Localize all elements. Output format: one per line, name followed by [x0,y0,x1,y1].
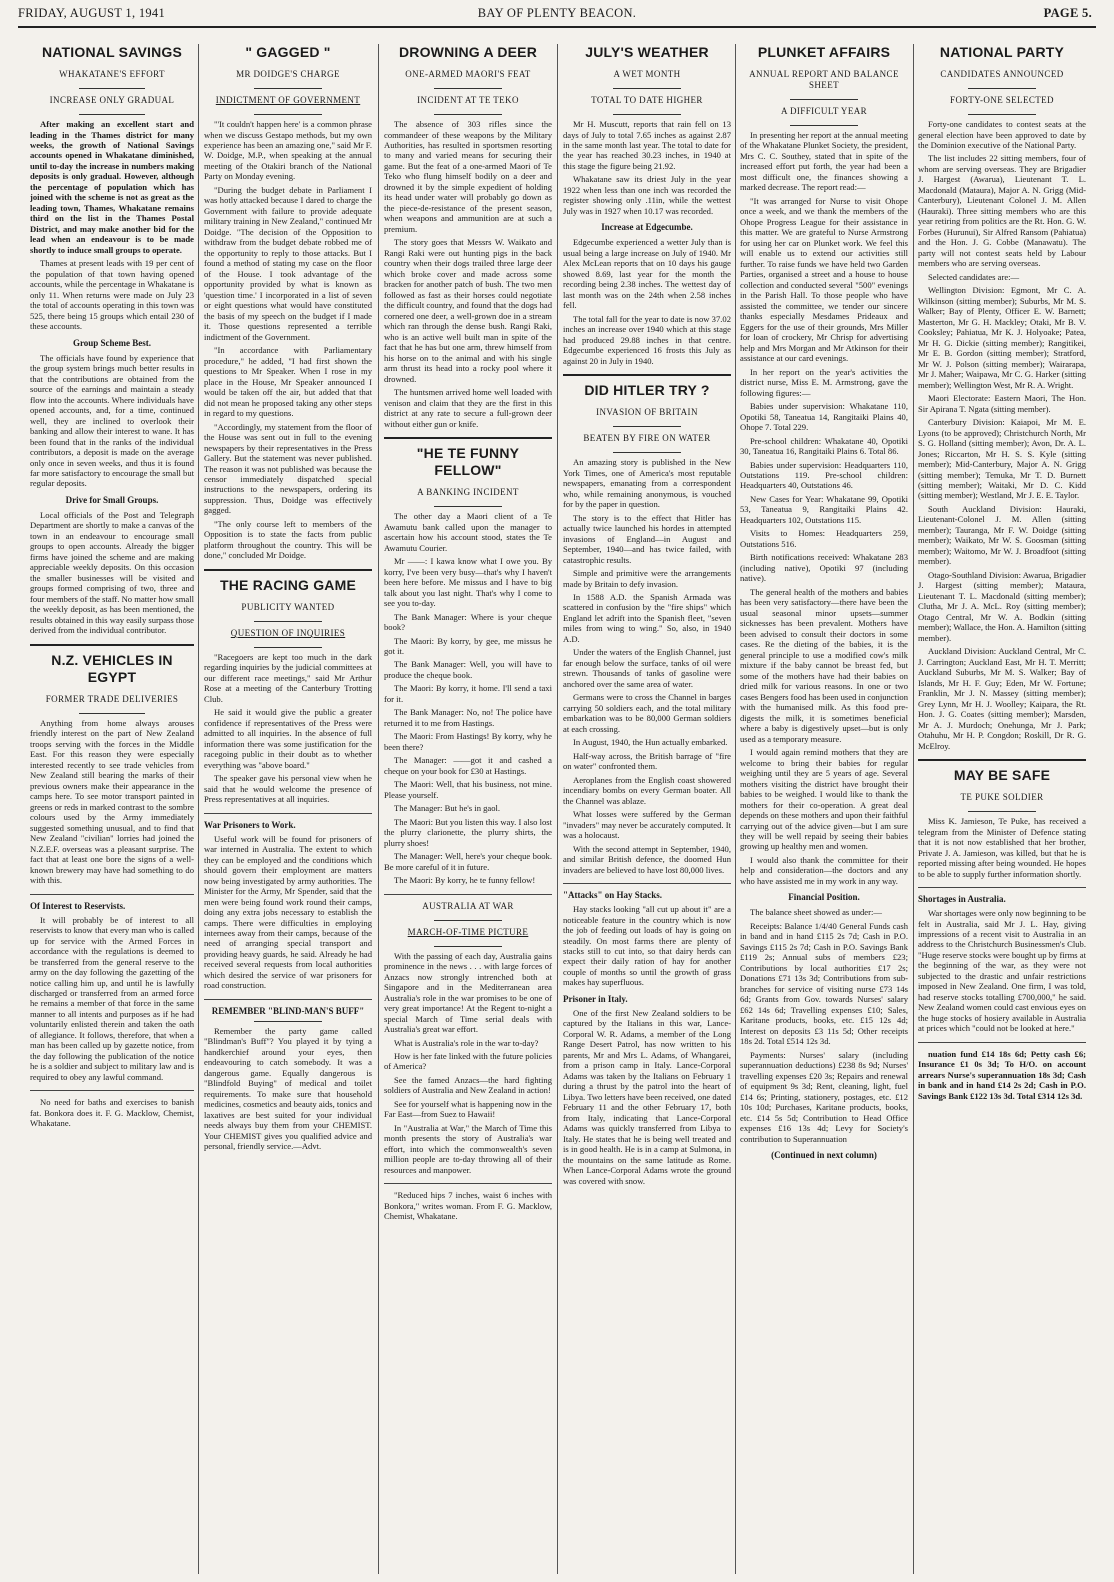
separator [79,114,145,115]
national-party-headline: NATIONAL PARTY [939,44,1065,60]
masthead-rule [18,26,1096,28]
paragraph: Payments: Nurses' salary (including superannuation deductions) £238 8s 9d; Nurses' travelling expenses £20 3s; Repairs and renewal of equipment 9s 3d; Rent, cleaning, light, fuel £14 6s; Printing, stationery, postages, etc. £12 10s 10d; Purchases, Karitane products, books, etc. £14 5s 5d; Contribution to Head Office expenses £16 13s 4d; Levy for Society's contribution to Superannuation [740,1049,908,1144]
column-divider [557,44,558,1574]
paragraph: "In accordance with Parliamentary procedure," he added, "I had first shown the questions to Mr Speaker. When I rose in my place in the House, Mr Speaker announced I would be taken off the air, but added that that did not mean he proposed taking any other steps in regard to my questions. [204,345,372,419]
paragraph: Auckland Division: Auckland Central, Mr C. J. Carrington; Auckland East, Mr H. T. Merritt; Auckland Suburbs, Mr M. S. Walker; Bay of Islands, Mr H. F. Guy; Eden, Mr W. Fortune; Franklin, Mr J. N. Massey (sitting member); Grey Lynn, Mr H. J. Woolley; Kaipara, the Rt. Hon. J. G. Coates (sitting member); Marsden, Mr A. J. Murdoch; Onehunga, Mr J. Park; Otahuhu, Mr H. P. Congdon; Roskill, Dr R. G. McElroy. [918,646,1086,751]
separator [613,426,680,427]
paragraph: How is her fate linked with the future policies of America? [384,1050,552,1072]
funny-fellow-subhead: A BANKING INCIDENT [417,487,519,498]
paragraph: An amazing story is published in the New York Times, one of America's most reputable newspapers, emanating from a correspondent who, while remaining anonymous, is vouched for by the paper in question. [563,457,731,510]
paragraph: I would also thank the committee for their help and consideration—the doctors and any who have assisted me in my work in any way. [740,854,908,886]
separator [613,452,680,453]
weather-subhead-2: TOTAL TO DATE HIGHER [591,95,703,106]
article-rule [918,1042,1086,1043]
separator [434,114,501,115]
section-heading: Drive for Small Groups. [65,494,159,505]
page-number: PAGE 5. [1043,6,1092,20]
paragraph: Receipts: Balance 1/4/40 General Funds cash in band and in hand £115 2s 7d; Cash in P.O. Savings £115 2s 7d; Cash in P.O. Savings Bank £119 2s; Annual subs of members £23; Contributions by local authorities £17 2s; Donations £71 13s 3d; Contributions from sub-branches for service of visiting nurse £73 14s 6d; Grants from Gov. towards Nurses' salary £62 14s 6d; Travelling expenses £10; Sales, Karitane products, books, etc. £15 12s 4d; Interest on deposits £3 11s 5d; Other receipts 18s 2d. Total £514 12s 3d. [740,920,908,1047]
paragraph: Whakatane saw its driest July in the year 1922 when less than one inch was recorded the register showing only .11in, while the wettest July was in 1927 when 10.17 was recorded. [563,174,731,216]
gagged-headline: " GAGGED " [245,44,331,60]
section-heading: Group Scheme Best. [72,337,152,348]
paragraph: Half-way across, the British barrage of "fire on water" confronted them. [563,750,731,772]
article-rule [384,1183,552,1184]
paragraph: See for yourself what is happening now in the Far East—from Suez to Hawaii! [384,1098,552,1120]
advertisement: Remember the party game called "Blindman's Buff"? You played it by tying a handkerchief around your eyes, then endeavouring to catch somebody. It was a dangerous game. Equally dangerous is "Blindfold Buying" of medical and toilet requirements. To make sure that household medicines, cosmetics and beauty aids, tonics and laxatives are best suited for your individual needs always buy them from your CHEMIST. Your CHEMIST gives you qualified advice and personal, friendly service.—Advt. [204,1025,372,1152]
paragraph: South Auckland Division: Hauraki, Lieutenant-Colonel J. M. Allen (sitting member); Tauranga, Mr F. W. Doidge (sitting member); Waikato, Mr W. S. Goosman (sitting member); Waitomo, Mr W. J. Broadfoot (sitting member). [918,503,1086,567]
separator [613,88,680,89]
australia-subhead: MARCH-OF-TIME PICTURE [407,926,529,937]
racing-headline: THE RACING GAME [220,576,356,593]
article-rule [30,894,194,895]
paragraph: Thames at present leads with 19 per cent of the population of that town having opened accounts, while the percentage in Whakatane is only 11. When returns were made on July 23 the total of accounts operating in this town was 525, there being 15 groups which entail 230 of these accounts. [30,258,194,332]
paragraph: The absence of 303 rifles since the commandeer of these weapons by the Military Authorities, has resulted in sportsmen resorting to many and varied means for securing their game. But the feat of a one-armed Maori of Te Teko who flung himself bodily on a deer and drowned it by the simple expedient of holding its head under water will probably go down as the piece-de-resistance of the present season, when weapons and ammunition are at such a premium. [384,119,552,234]
paragraph: Aeroplanes from the English coast showered incendiary bombs on every German boater. All the Channel was ablaze. [563,774,731,806]
article-rule [918,759,1086,761]
article-rule [384,437,552,439]
separator [434,920,501,921]
paragraph: "During the budget debate in Parliament I was hotly attacked because I dared to charge the Government with failure to provide adequate military training in New Zealand," continued Mr Doidge. "The decision of the Opposition to withdraw from the budget debate robbed me of the opportunity to reply to those attacks. But I found a method of stating my case on the floor of the House. I took advantage of the opportunity provided by what is known as 'question time.' I incorporated in a list of seven or eight questions what would have constituted the basis of my speech on the budget if I made it. Those questions represented a terrible indictment of the Government. [204,184,372,342]
continued-note: (Continued in next column) [771,1150,877,1161]
section-heading: "Attacks" on Hay Stacks. [563,890,662,901]
paragraph: The Manager: ——got it and cashed a cheque on your book for £30 at Hastings. [384,755,552,776]
separator [254,88,321,89]
paragraph: The officials have found by experience that the group system brings much better results in that the contributions are obtained from the source of the earnings and maintain a steady flow into the accounts. Where individuals have opened accounts, and, for a time, continued well, they are inclined to overlook their banking and allow their interest to wane. It has been found that in the ranks of the individual contributors, a deposit is made on the average only once in seven weeks, and thus it is found far more satisfactory to encourage the small but regular deposits. [30,352,194,489]
paragraph: "It was arranged for Nurse to visit Ohope once a week, and we thank the members of the Ohope Progress League for their assistance in this matter. We are grateful to Nurse Armstrong for using her car on Plunket work. We feel this will enable us to extend our activities still further. To raise funds we have held two Garden Parties, organised a street and a house to house collection and conducted several "500" evenings in the Parish Hall. To those people who have assisted the committee, we tender our sincere thanks especially Mesdames Prideaux and Eggers for the use of their grounds, Mrs Miller for loan of crockery, Mr Chrisp for advertising help and Mrs Morgan and Mr Atkinson for their assistance at our card evenings. [740,195,908,364]
paragraph: The Maori: By korry, it home. I'll send a taxi for it. [384,683,552,704]
paragraph: Local officials of the Post and Telegraph Department are shortly to make a canvas of the town in an endeavour to encourage small groups to open accounts. Already the bigger firms have joined the scheme and are making appreciable weekly deposits. On this occasion the smaller businesses will be visited and groups formed comprising of two, three and four members of the staff. No matter how small the weekly deposit, as has been mentioned, the results obtained in this way easily surpass those derived from the individual contributor. [30,509,194,636]
paragraph: It will probably be of interest to all reservists to know that every man who is called up for service with the Armed Forces in accordance with the regulations is deemed to be transferred from the general reserve to the army on the day following the gazetting of the notice calling him up, and until he is lawfully discharged or transferred from an armed force he remains a member of that force in the same manner to all intents and purposes as if he had voluntarily enlisted therein and taken the oath of allegiance. It follows, therefore, that when a man has been called up by gazette notice, from the day following the publication of the notice he is a soldier and subject to military law and is required to obey any lawful command. [30,914,194,1082]
section-heading: Increase at Edgecumbe. [601,222,693,233]
paragraph: What losses were suffered by the German "invaders" may never be accurately computed. It was a holocaust. [563,809,731,841]
deer-subhead: ONE-ARMED MAORI'S FEAT [405,69,531,80]
paragraph: Useful work will be found for prisoners of war interned in Australia. The extent to which they can be employed and the conditions which should govern their employment are matters now being investigated by army authorities. The Minister for the Army, Mr Spender, said that the men were being found work round their camps, doing any extra jobs necessary to establish the camps. There were difficulties in employing internees away from their camps, because of the need of arranging special transport and providing heavy guards, he said. Already he had received several requests from local authorities which desired the service of war prisoners for road construction. [204,833,372,991]
section-heading: War Prisoners to Work. [204,819,296,830]
paragraph: Babies under supervision: Headquarters 110, Outstations 119. Pre-school children: Headquarters 40, Outstations 46. [740,459,908,491]
paragraph: See the famed Anzacs—the hard fighting soldiers of Australia and New Zealand in action! [384,1074,552,1096]
separator [434,88,501,89]
paragraph: "The only course left to members of the Opposition is to state the facts from public platform throughout the country. This will be done," concluded Mr Doidge. [204,518,372,561]
article-rule [563,374,731,376]
column-divider [378,44,379,1574]
paragraph: nuation fund £14 18s 6d; Petty cash £6; Insurance £1 0s 3d; To H/O. on account arrears Nurse's superannuation 18s 3d; Cash in bank and in hand £14 2s 2d; Cash in P.O. Savings Bank £122 13s 3d. Total £314 12s 3d. [918,1048,1086,1101]
national-savings-headline: NATIONAL SAVINGS [41,44,183,60]
column-divider [198,44,199,1574]
vehicles-subhead: FORMER TRADE DELIVERIES [45,693,179,704]
paragraph: The list includes 22 sitting members, four of whom are serving overseas. They are Brigadier J. Hargest (Awarua), Lieutenant T. L. Macdonald (Mataura), Major A. N. Grigg (Mid-Canterbury), Lieutenant Colonel J. M. Allen (Hauraki). Three sitting members who are this year retiring from politics are the Rt. Hon. G. W. Forbes (Hurunui), Sir Alfred Ransom (Pahiatua) and the Hon. J. G. Cobbe (Manawatu). The party will not contest seats held by Labour members who are serving overseas. [918,153,1086,269]
funny-fellow-headline: "HE TE FUNNY FELLOW" [416,445,520,479]
plunket-subhead: ANNUAL REPORT AND BALANCE SHEET [749,69,899,91]
column-2 [204,40,372,1576]
column-5 [740,40,908,1576]
paragraph: "Racegoers are kept too much in the dark regarding inquiries by the judicial committees at our different race meetings," said Mr Arthur Rose at a meeting of the Canterbury Trotting Club. [204,651,372,704]
section-heading: Financial Position. [788,892,860,903]
separator [434,506,501,507]
article-rule [204,569,372,571]
paragraph: Under the waters of the English Channel, just far enough below the surface, tanks of oil were strewn. Thousands of tanks of gasoline were anchored over the same area of water. [563,647,731,689]
article-rule [30,644,194,646]
paragraph: The general health of the mothers and babies has been very satisfactory—there have been the usual seasonal minor upsets—summer sicknesses has been prevalent. Mothers have been advised to consult their doctors in some cases. Re the dieting of the babies, it is the general principle to use a modified cow's milk mixture if the baby cannot be breast fed, but some of the mothers have had their babies on dried milk for various reasons. In one or two cases Bengers food has been used in conjunction with the humanised milk. As this food pre-digests the milk, it is sometimes beneficial where a baby is digestively upset—but is only used as a temporary measure. [740,586,908,744]
paragraph: In "Australia at War," the March of Time this month presents the story of Australia's war effort, into which the commonwealth's seven million people are to-day throwing all of their resources and manpower. [384,1122,552,1175]
paragraph: Babies under supervision: Whakatane 110, Opotiki 58, Taneatua 14, Rangitaiki Plains 40, Ohope 7. Total 229. [740,401,908,433]
paragraph: Miss K. Jamieson, Te Puke, has received a telegram from the Minister of Defence stating that it is not now established that her brother, Private J. A. Jamieson, was killed, but that he is reported missing after being wounded. He hopes to be able to supply further information shortly. [918,816,1086,879]
paragraph: The story is to the effect that Hitler has actually twice launched his hordes in attempted invasions of England—in August and September, 1940—and has twice failed, with catastrophic results. [563,512,731,565]
racing-subhead: PUBLICITY WANTED [241,601,335,612]
paragraph: The Manager: Well, here's your cheque book. Be more careful of it in future. [384,851,552,872]
national-savings-subhead-2: INCREASE ONLY GRADUAL [49,95,175,106]
separator [434,946,501,947]
article-rule [204,813,372,814]
hitler-subhead-2: BEATEN BY FIRE ON WATER [583,433,711,444]
separator [968,88,1035,89]
issue-date: FRIDAY, AUGUST 1, 1941 [18,6,166,20]
column-divider [913,44,914,1574]
may-be-safe-headline: MAY BE SAFE [953,767,1051,784]
paragraph: The balance sheet showed as under:— [750,907,882,918]
paragraph: Hay stacks looking "all cut up about it" are a noticeable feature in the country which is now the job of feeding out loads of hay is going on steadily. On most farms there are plenty of stacks still to cut into, so that dairy herds can expect their daily ration of hay for another couple of months so until the growth of grass makes hay superfluous. [563,904,731,988]
article-rule [384,894,552,895]
gagged-subhead: MR DOIDGE'S CHARGE [236,69,340,80]
paragraph: The Maori: By korry, by gee, me missus he got it. [384,635,552,656]
paragraph: With the passing of each day, Australia gains prominence in the news . . . with large forces of Anzacs now strongly intrenched both at Singapore and in the Mediterranean area Australia's role in the war promises to be one of very great importance! At the Regent to-night a special March of Time serial deals with Australia's great war effort. [384,950,552,1035]
paragraph: The other day a Maori client of a Te Awamutu bank called upon the manager to ascertain how his account stood, states the Te Awamutu Courier. [384,511,552,553]
article-lead: After making an excellent start and leading in the Thames district for many weeks, the growth of National Savings accounts opened in Whakatane diminished, until to-day the increase in numbers making deposits is only gradual. However, although the percentage of population which has joined with the scheme is not as great as the leading town, Thames, Whakatane remains third on the list in the Thames Postal District, and may make another bid for the lead when an endeavour is to be made shortly to induce small groups to operate. [30,119,194,255]
paragraph: Birth notifications received: Whakatane 283 (including native), Opotiki 97 (including native). [740,552,908,584]
column-4 [563,40,731,1576]
national-savings-subhead: WHAKATANE'S EFFORT [59,69,165,80]
plunket-subhead-2: A DIFFICULT YEAR [780,106,868,117]
column-divider [735,44,736,1574]
paragraph: War shortages were only now beginning to be felt in Australia, said Mr J. L. Hay, giving impressions of a recent visit to Australia in an address to the Christchurch Businessmen's Club. "Huge reserve stocks were bought up by firms at the beginning of the war, as they were not subjected to the drastic and unfair restrictions imposed in New Zealand. One firm, I was told, had reserve stocks totalling £700,000," he said. New Zealand women could cast envious eyes on the huge stocks of hosiery available in Australia at prices which "could not be looked at here." [918,908,1086,1034]
paragraph: In presenting her report at the annual meeting of the Whakatane Plunket Society, the president, Mrs C. C. Southey, stated that in spite of the increased effort put forth, the year had been a most difficult one, the finances showing a marked decrease. The report read:— [740,129,908,193]
section-heading: Of Interest to Reservists. [30,900,126,911]
article-rule [30,1090,194,1091]
paragraph: Anything from home always arouses friendly interest on the part of New Zealand troops serving with the forces in the Middle East. For this reason they were especially interested recently to see trade vehicles from New Zealand still bearing the marks of their previous owners make their appearance in the camps here. To see motor transport painted in greens or reds in marked contrast to the sombre colours used by the Army immediately suggested something unusual, and to find that New Zealand "civilian" lorries had joined the N.Z.E.F. overseas was a pleasant surprise. The fact that at least one bore the signs of a well-known brewery may have had something to do with this. [30,717,194,886]
national-party-subhead-2: FORTY-ONE SELECTED [950,95,1054,106]
paper-title: BAY OF PLENTY BEACON. [477,6,637,20]
paragraph: Selected candidates are:— [928,271,1020,282]
separator [613,114,680,115]
paragraph: Edgecumbe experienced a wetter July than is usual being a large increase on July of 1940. Mr Alex McLean reports that on 10 days his gauge showed 8.69, last year for the month the recording being 2.38 inches. The wettest day of last month was on the 24th when 2.58 inches fell. [563,237,731,311]
paragraph: He said it would give the public a greater confidence if representatives of the Press were admitted to all inquiries. In the absence of full information there was some justification for the racegoing public in their doubt as to whether everything was "above board." [204,707,372,770]
paragraph: The Maori: Well, that his business, not mine. Please yourself. [384,779,552,800]
paragraph: Otago-Southland Division: Awarua, Brigadier J. Hargest (sitting member); Mataura, Lieutenant T. L. Macdonald (sitting member); Clutha, Mr J. A. McL. Roy (sitting member); Otago Central, Mr W. A. Bodkin (sitting member); Wallace, the Hon. A. Hamilton (sitting member). [918,569,1086,643]
separator [254,647,321,648]
paragraph: I would again remind mothers that they are welcome to bring their babies for regular weighing until they are 5 years of age. Several mothers visiting the district have brought their babies to be weighed. I would like to thank the mothers for their co-operation. A great deal depends on these mothers and upon their faithful carrying out of the advice given—but I am sure they will be well repaid by seeing their babies growing up healthy men and women. [740,747,908,852]
deer-headline: DROWNING A DEER [398,44,538,60]
paragraph: The Maori: From Hastings! By korry, why he been there? [384,731,552,752]
paragraph: Pre-school children: Whakatane 40, Opotiki 30, Taneatua 16, Rangitaiki Plains 6. Total 86. [740,435,908,457]
paragraph: The Bank Manager: Well, you will have to produce the cheque book. [384,659,552,680]
paragraph: The Maori: But you listen this way. I also lost the plurry clarionette, the plurry shirts, the plurry shoes! [384,816,552,848]
paragraph: The Bank Manager: No, no! The police have returned it to me from Hastings. [384,707,552,728]
section-heading: Prisoner in Italy. [563,993,628,1004]
paragraph: The speaker gave his personal view when he said that he would welcome the presence of Press representatives at all inquiries. [204,773,372,805]
separator [79,713,145,714]
paragraph: The Bank Manager: Where is your cheque book? [384,611,552,633]
gagged-subhead-2: INDICTMENT OF GOVERNMENT [215,95,361,106]
paragraph: "'It couldn't happen here' is a common phrase when we discuss Gestapo methods, but my own experience has been an amazing one," said Mr F. W. Doidge, M.P., when speaking at the annual meeting of the Otakiri branch of the National Party on Monday evening. [204,119,372,182]
hitler-headline: DID HITLER TRY ? [584,382,710,399]
article-rule [204,999,372,1000]
paragraph: One of the first New Zealand soldiers to be captured by the Italians in this war, Lance-Corporal W. R. Adams, a member of the Long Range Desert Patrol, has now written to his parents, Mr and Mrs L. Adams, of Whangarei, from a prison camp in Italy. Lance-Corporal Adams was taken by the Italians on February 1 during a thrust by the patrol into the heart of Libya. Two letters have been received, one dated February 11 and the other February 17, both from Italy, indicating that Lance-Corporal Adams was quickly transferred from Libya to Italy. He states that he is being well treated and is in good health. He is in a camp at Sulmona, in the mountains on the same latitude as Rome. When Lance-Corporal Adams wrote the ground was covered with snow. [563,1007,731,1186]
paragraph: Forty-one candidates to contest seats at the general election have been approved to date by the Dominion executive of the National Party. [918,119,1086,150]
may-be-safe-subhead: TE PUKE SOLDIER [960,792,1044,803]
paragraph: With the second attempt in September, 1940, and similar British defence, the doomed Hun invaders are believed to have lost 80,000 lives. [563,843,731,875]
vehicles-headline: N.Z. VEHICLES IN EGYPT [51,651,173,685]
article-rule [918,887,1086,888]
australia-headline: AUSTRALIA AT WAR [422,900,514,911]
masthead [18,4,1096,34]
national-party-subhead: CANDIDATES ANNOUNCED [940,69,1064,80]
column-3 [384,40,552,1576]
deer-subhead-2: INCIDENT AT TE TEKO [417,95,519,106]
paragraph: Mr H. Muscutt, reports that rain fell on 13 days of July to total 7.65 inches as against 2.87 in the same month last year. The total to date for the year has reached 30.23 inches, in 1940 at this stage the figure being 21.92. [563,119,731,171]
section-heading: Shortages in Australia. [918,894,1006,905]
racing-subhead-2: QUESTION OF INQUIRIES [230,627,346,638]
paragraph: Mr ——: I kawa know what I owe you. By korry, I've been very busy—that's why I haven't been here before. Me missus and I have to big talk about you last night. That's why I come to see you to-day. [384,556,552,609]
paragraph: In August, 1940, the Hun actually embarked. [573,737,728,748]
separator [254,1021,321,1022]
paragraph: Visits to Homes: Headquarters 259, Outstations 516. [740,528,908,549]
separator [790,99,857,100]
paragraph: The total fall for the year to date is now 37.02 inches an increase over 1940 which at this stage had produced 29.88 inches in that centre. Edgecumbe experienced 16 frosts this July as against 20 in July in 1940. [563,313,731,366]
paragraph: New Cases for Year: Whakatane 99, Opotiki 53, Taneatua 9, Rangitaiki Plains 42. Headquarters 102, Outstations 115. [740,493,908,525]
paragraph: The story goes that Messrs W. Waikato and Rangi Raki were out hunting pigs in the back country when their dogs trailed three large deer which broke cover and made across some bracken for another patch of bush. The two men followed as fast as their horses could negotiate the difficult country, and found that the dogs had cornered one deer, a well-grown doe in a stream which ran through the dense bush. Rangi Raki, who is an active well built man in spite of the fact that he has but one arm, threw himself from his horse on to the animal and with his single arm thrust its head into a rocky pool where it drowned. [384,237,552,384]
paragraph: The Manager: But he's in gaol. [394,803,501,814]
plunket-headline: PLUNKET AFFAIRS [757,44,891,60]
paragraph: "Accordingly, my statement from the floor of the House was sent out in full to the evening newspapers by their representatives in the Press Gallery. But the statement was never published. The reason it was not published was because the censor immediately dispatched special instructions to the newspapers, ordering its suppression. Thus, Doidge was effectively gagged. [204,421,372,516]
column-1 [30,40,194,1576]
paragraph: In 1588 A.D. the Spanish Armada was scattered in confusion by the "fire ships" which England let adrift into the Spanish fleet, "seven miles from wing to wing." So, also, in 1940 A.D. [563,591,731,644]
separator [790,125,857,126]
paragraph: In her report on the year's activities the district nurse, Miss E. M. Armstrong, gave the following figures:— [740,366,908,398]
paragraph: Simple and primitive were the arrangements made by Britain to defy invasion. [563,568,731,589]
paragraph: Maori Electorate: Eastern Maori, The Hon. Sir Apirana T. Ngata (sitting member). [918,393,1086,414]
separator [968,811,1035,812]
weather-subhead: A WET MONTH [613,69,681,80]
paragraph: The Maori: By korry, he te funny fellow! [394,875,536,886]
column-6 [918,40,1086,1576]
paragraph: Canterbury Division: Kaiapoi, Mr M. E. Lyons (to be approved); Christchurch North, Mr S. G. Holland (sitting member); Avon, Dr. A. L. Jones; Riccarton, Mr H. S. S. Kyle (sitting member); Mid-Canterbury, Major A. N. Grigg (sitting member); Temuka, Mr T. D. Burnett (sitting member); Waitaki, Mr D. C. Kidd (sitting member); Westland, Mr J. E. E. Taylor. [918,417,1086,501]
section-heading: REMEMBER "BLIND-MAN'S BUFF" [211,1005,365,1016]
paragraph: Germans were to cross the Channel in barges carrying 50 soldiers each, and the total military embarkation was to be 80,000 German soldiers at each crossing. [563,692,731,734]
separator [968,114,1035,115]
paragraph: Wellington Division: Egmont, Mr C. A. Wilkinson (sitting member); Suburbs, Mr M. S. Walker; Bay of Plenty, Officer E. W. Barnett; Masterton, Mr G. H. Mackley; Otaki, Mr B. V. Cooksley; Pahiatua, Mr K. J. Holyoake; Patea, Mr H. G. Dickie (sitting member); Rangitikei, Mr E. B. Gordon (sitting member); Stratford, Mr W. J. Polson (sitting member); Wairarapa, Mr J. Maher; Waipawa, Mr C. G. Harker (sitting member); Wellington West, Mr R. A. Wright. [918,285,1086,390]
advertisement: "Reduced hips 7 inches, waist 6 inches with Bonkora," writes woman. From F. G. Macklow, Chemist, Whakatane. [384,1190,552,1222]
article-rule [563,883,731,884]
separator [254,621,321,622]
weather-headline: JULY'S WEATHER [585,44,709,60]
separator [79,88,145,89]
advertisement: No need for baths and exercises to banish fat. Bonkora does it. F. G. Macklow, Chemist, Whakatane. [30,1097,194,1129]
paragraph: What is Australia's role in the war to-day? [394,1037,539,1048]
paragraph: The huntsmen arrived home well loaded with venison and claim that they are the first in this district at any rate to secure a full-grown deer without either gun or knife. [384,387,552,429]
hitler-subhead: INVASION OF BRITAIN [596,407,698,418]
separator [254,114,321,115]
